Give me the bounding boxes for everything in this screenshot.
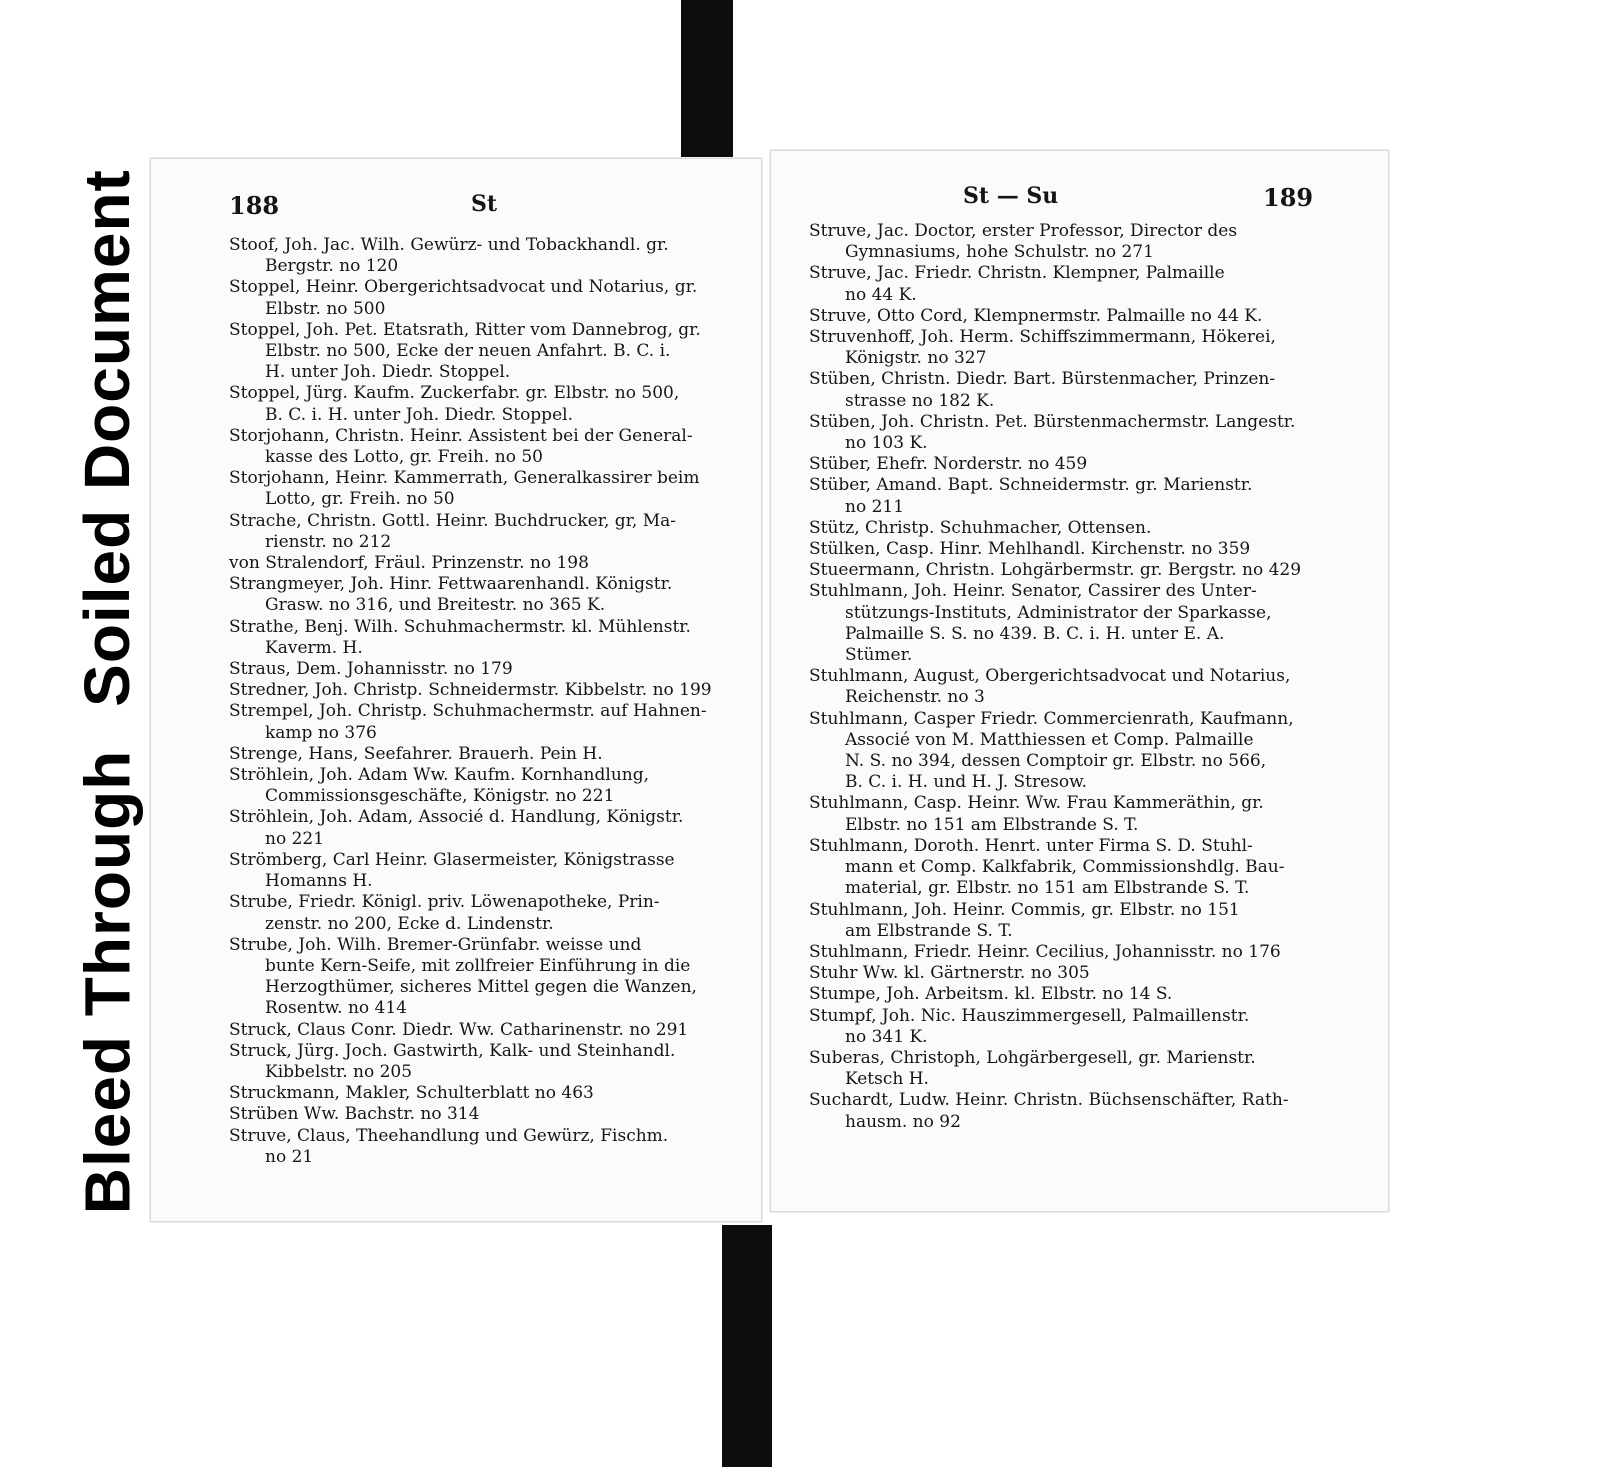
entry-continuation-line: Lotto, gr. Freih. no 50 bbox=[265, 489, 455, 510]
entry-line: Stuhlmann, Joh. Heinr. Commis, gr. Elbstr. no 151 bbox=[809, 899, 1240, 920]
entry-line: Stüben, Christn. Diedr. Bart. Bürstenmacher, Prinzen- bbox=[809, 369, 1276, 390]
right-page-number: 189 bbox=[1263, 183, 1314, 212]
entry-continuation-line: no 341 K. bbox=[845, 1026, 928, 1047]
entry-line: Stütz, Christp. Schuhmacher, Ottensen. bbox=[809, 517, 1152, 538]
directory-entry bbox=[809, 1006, 1349, 1048]
directory-entry bbox=[809, 263, 1349, 305]
entry-continuation-line: material, gr. Elbstr. no 151 am Elbstrande S. T. bbox=[845, 878, 1250, 899]
directory-entry bbox=[229, 511, 729, 553]
entry-continuation-line: B. C. i. H. und H. J. Stresow. bbox=[845, 772, 1088, 793]
entry-line: Stuhlmann, Friedr. Heinr. Cecilius, Johannisstr. no 176 bbox=[809, 941, 1281, 962]
directory-entry bbox=[229, 468, 729, 510]
directory-entry bbox=[809, 1048, 1349, 1090]
entry-line: Strathe, Benj. Wilh. Schuhmachermstr. kl. Mühlenstr. bbox=[229, 616, 691, 637]
directory-entry bbox=[809, 518, 1349, 539]
entry-continuation-line: N. S. no 394, dessen Comptoir gr. Elbstr. no 566, bbox=[845, 751, 1267, 772]
directory-entry bbox=[809, 306, 1349, 327]
entry-continuation-line: no 211 bbox=[845, 496, 905, 517]
entry-line: Strube, Joh. Wilh. Bremer-Grünfabr. weisse und bbox=[229, 934, 642, 955]
entry-continuation-line: Elbstr. no 500 bbox=[265, 298, 386, 319]
binding-shadow-top bbox=[681, 0, 733, 170]
bleed-through-label-text: Bleed Through bbox=[71, 749, 143, 1215]
soiled-document-label bbox=[58, 169, 156, 707]
entry-continuation-line: no 103 K. bbox=[845, 433, 928, 454]
directory-entry bbox=[809, 369, 1349, 411]
directory-entry bbox=[229, 744, 729, 765]
entry-continuation-line: B. C. i. H. unter Joh. Diedr. Stoppel. bbox=[265, 404, 573, 425]
directory-entry bbox=[809, 221, 1349, 263]
entry-line: Struve, Claus, Theehandlung und Gewürz, Fischm. bbox=[229, 1125, 669, 1146]
entry-line: Stülken, Casp. Hinr. Mehlhandl. Kirchenstr. no 359 bbox=[809, 539, 1251, 560]
entry-line: Straus, Dem. Johannisstr. no 179 bbox=[229, 659, 513, 680]
directory-entry bbox=[809, 581, 1349, 666]
entry-line: Struck, Jürg. Joch. Gastwirth, Kalk- und Steinhandl. bbox=[229, 1040, 676, 1061]
right-page bbox=[770, 150, 1389, 1212]
soiled-document-label-text: Soiled Document bbox=[71, 169, 143, 707]
left-page-header bbox=[151, 191, 761, 221]
directory-entry bbox=[809, 963, 1349, 984]
entry-line: Strempel, Joh. Christp. Schuhmachermstr. auf Hahnen- bbox=[229, 701, 707, 722]
entry-line: Ströhlein, Joh. Adam, Associé d. Handlung, Königstr. bbox=[229, 807, 684, 828]
directory-entry bbox=[229, 235, 729, 277]
entry-line: Struck, Claus Conr. Diedr. Ww. Catharinenstr. no 291 bbox=[229, 1019, 689, 1040]
directory-entry bbox=[229, 1041, 729, 1083]
entry-continuation-line: Reichenstr. no 3 bbox=[845, 687, 985, 708]
entry-line: Stumpf, Joh. Nic. Hauszimmergesell, Palmaillenstr. bbox=[809, 1005, 1250, 1026]
directory-entry bbox=[229, 277, 729, 319]
directory-entry bbox=[809, 539, 1349, 560]
entry-line: von Stralendorf, Fräul. Prinzenstr. no 198 bbox=[229, 553, 589, 574]
directory-entry bbox=[809, 666, 1349, 708]
entry-continuation-line: Königstr. no 327 bbox=[845, 348, 987, 369]
directory-entry bbox=[229, 850, 729, 892]
directory-entry bbox=[229, 383, 729, 425]
directory-entry bbox=[229, 701, 729, 743]
entry-continuation-line: Stümer. bbox=[845, 645, 913, 666]
entry-continuation-line: no 21 bbox=[265, 1146, 314, 1167]
directory-entry bbox=[229, 617, 729, 659]
directory-entry bbox=[229, 659, 729, 680]
entry-continuation-line: Kibbelstr. no 205 bbox=[265, 1061, 413, 1082]
entry-continuation-line: Associé von M. Matthiessen et Comp. Palmaille bbox=[845, 729, 1254, 750]
entry-continuation-line: am Elbstrande S. T. bbox=[845, 920, 1013, 941]
directory-entry bbox=[809, 1090, 1349, 1132]
directory-entry bbox=[229, 1126, 729, 1168]
directory-entry bbox=[229, 426, 729, 468]
directory-entry bbox=[229, 680, 729, 701]
entry-line: Stüber, Ehefr. Norderstr. no 459 bbox=[809, 454, 1088, 475]
left-page bbox=[150, 158, 762, 1222]
directory-entry bbox=[229, 807, 729, 849]
entry-continuation-line: Bergstr. no 120 bbox=[265, 256, 399, 277]
entry-continuation-line: Elbstr. no 151 am Elbstrande S. T. bbox=[845, 814, 1139, 835]
left-page-heading: St bbox=[471, 191, 498, 217]
directory-entry bbox=[809, 793, 1349, 835]
right-directory-entries bbox=[809, 221, 1349, 1133]
entry-continuation-line: zenstr. no 200, Ecke d. Lindenstr. bbox=[265, 913, 554, 934]
entry-line: Stuhr Ww. kl. Gärtnerstr. no 305 bbox=[809, 963, 1090, 984]
directory-entry bbox=[809, 984, 1349, 1005]
directory-entry bbox=[229, 574, 729, 616]
left-directory-entries bbox=[229, 235, 729, 1168]
directory-entry bbox=[809, 454, 1349, 475]
entry-continuation-line: H. unter Joh. Diedr. Stoppel. bbox=[265, 362, 511, 383]
binding-shadow-bottom bbox=[722, 1225, 772, 1467]
entry-continuation-line: strasse no 182 K. bbox=[845, 390, 995, 411]
directory-entry bbox=[229, 1104, 729, 1125]
entry-line: Suberas, Christoph, Lohgärbergesell, gr. Marienstr. bbox=[809, 1047, 1256, 1068]
entry-line: Strache, Christn. Gottl. Heinr. Buchdrucker, gr, Ma- bbox=[229, 510, 677, 531]
entry-continuation-line: bunte Kern-Seife, mit zollfreier Einführung in die bbox=[265, 955, 691, 976]
entry-continuation-line: Commissionsgeschäfte, Königstr. no 221 bbox=[265, 786, 615, 807]
entry-line: Stuhlmann, Doroth. Henrt. unter Firma S. D. Stuhl- bbox=[809, 835, 1253, 856]
entry-line: Stumpe, Joh. Arbeitsm. kl. Elbstr. no 14 S. bbox=[809, 984, 1173, 1005]
entry-line: Strenge, Hans, Seefahrer. Brauerh. Pein H. bbox=[229, 743, 603, 764]
directory-entry bbox=[229, 320, 729, 384]
entry-line: Stoppel, Heinr. Obergerichtsadvocat und Notarius, gr. bbox=[229, 277, 698, 298]
entry-line: Stoppel, Jürg. Kaufm. Zuckerfabr. gr. Elbstr. no 500, bbox=[229, 383, 680, 404]
entry-continuation-line: no 221 bbox=[265, 828, 325, 849]
entry-continuation-line: stützungs-Instituts, Administrator der Sparkasse, bbox=[845, 602, 1272, 623]
entry-continuation-line: Gymnasiums, hohe Schulstr. no 271 bbox=[845, 242, 1154, 263]
entry-continuation-line: Palmaille S. S. no 439. B. C. i. H. unter E. A. bbox=[845, 623, 1225, 644]
entry-continuation-line: Kaverm. H. bbox=[265, 637, 363, 658]
right-page-heading: St — Su bbox=[963, 183, 1059, 209]
entry-line: Stoppel, Joh. Pet. Etatsrath, Ritter vom Dannebrog, gr. bbox=[229, 319, 701, 340]
entry-line: Stueermann, Christn. Lohgärbermstr. gr. Bergstr. no 429 bbox=[809, 560, 1302, 581]
entry-line: Struvenhoff, Joh. Herm. Schiffszimmermann, Hökerei, bbox=[809, 327, 1276, 348]
entry-line: Strangmeyer, Joh. Hinr. Fettwaarenhandl. Königstr. bbox=[229, 574, 673, 595]
entry-continuation-line: Homanns H. bbox=[265, 871, 373, 892]
entry-continuation-line: Rosentw. no 414 bbox=[265, 998, 407, 1019]
entry-line: Strömberg, Carl Heinr. Glasermeister, Königstrasse bbox=[229, 849, 675, 870]
directory-entry bbox=[809, 836, 1349, 900]
directory-entry bbox=[229, 935, 729, 1020]
entry-continuation-line: no 44 K. bbox=[845, 284, 917, 305]
directory-entry bbox=[809, 327, 1349, 369]
bleed-through-label bbox=[58, 738, 156, 1226]
entry-line: Stredner, Joh. Christp. Schneidermstr. Kibbelstr. no 199 bbox=[229, 680, 712, 701]
entry-continuation-line: hausm. no 92 bbox=[845, 1111, 961, 1132]
directory-entry bbox=[809, 475, 1349, 517]
directory-entry bbox=[809, 942, 1349, 963]
entry-line: Stoof, Joh. Jac. Wilh. Gewürz- und Tobackhandl. gr. bbox=[229, 235, 669, 255]
entry-line: Strube, Friedr. Königl. priv. Löwenapotheke, Prin- bbox=[229, 892, 660, 913]
directory-entry bbox=[229, 1083, 729, 1104]
directory-entry bbox=[809, 412, 1349, 454]
directory-entry bbox=[809, 709, 1349, 794]
entry-line: Stüben, Joh. Christn. Pet. Bürstenmachermstr. Langestr. bbox=[809, 411, 1296, 432]
entry-continuation-line: kasse des Lotto, gr. Freih. no 50 bbox=[265, 447, 543, 468]
directory-entry bbox=[229, 892, 729, 934]
entry-continuation-line: Ketsch H. bbox=[845, 1069, 929, 1090]
directory-entry bbox=[809, 560, 1349, 581]
entry-line: Strüben Ww. Bachstr. no 314 bbox=[229, 1104, 480, 1125]
entry-continuation-line: rienstr. no 212 bbox=[265, 531, 392, 552]
directory-entry bbox=[229, 1020, 729, 1041]
right-page-header bbox=[771, 183, 1388, 213]
directory-entry bbox=[229, 553, 729, 574]
directory-entry bbox=[809, 900, 1349, 942]
entry-line: Struve, Jac. Doctor, erster Professor, Director des bbox=[809, 221, 1238, 241]
entry-line: Struve, Jac. Friedr. Christn. Klempner, Palmaille bbox=[809, 263, 1225, 284]
entry-line: Stuhlmann, Casper Friedr. Commercienrath, Kaufmann, bbox=[809, 708, 1294, 729]
entry-line: Ströhlein, Joh. Adam Ww. Kaufm. Kornhandlung, bbox=[229, 765, 650, 786]
entry-line: Storjohann, Heinr. Kammerrath, Generalkassirer beim bbox=[229, 468, 700, 489]
entry-continuation-line: Grasw. no 316, und Breitestr. no 365 K. bbox=[265, 595, 606, 616]
entry-line: Struve, Otto Cord, Klempnermstr. Palmaille no 44 K. bbox=[809, 305, 1263, 326]
entry-line: Stuhlmann, August, Obergerichtsadvocat und Notarius, bbox=[809, 666, 1291, 687]
entry-continuation-line: Herzogthümer, sicheres Mittel gegen die Wanzen, bbox=[265, 977, 697, 998]
entry-line: Struckmann, Makler, Schulterblatt no 463 bbox=[229, 1083, 594, 1104]
left-page-number: 188 bbox=[229, 191, 280, 220]
entry-continuation-line: Elbstr. no 500, Ecke der neuen Anfahrt. B. C. i. bbox=[265, 341, 671, 362]
entry-line: Storjohann, Christn. Heinr. Assistent bei der General- bbox=[229, 425, 693, 446]
entry-line: Stüber, Amand. Bapt. Schneidermstr. gr. Marienstr. bbox=[809, 475, 1253, 496]
entry-continuation-line: mann et Comp. Kalkfabrik, Commissionshdlg. Bau- bbox=[845, 857, 1285, 878]
directory-entry bbox=[229, 765, 729, 807]
entry-line: Stuhlmann, Casp. Heinr. Ww. Frau Kammeräthin, gr. bbox=[809, 793, 1264, 814]
entry-line: Suchardt, Ludw. Heinr. Christn. Büchsenschäfter, Rath- bbox=[809, 1090, 1289, 1111]
entry-continuation-line: kamp no 376 bbox=[265, 722, 377, 743]
entry-line: Stuhlmann, Joh. Heinr. Senator, Cassirer des Unter- bbox=[809, 581, 1257, 602]
